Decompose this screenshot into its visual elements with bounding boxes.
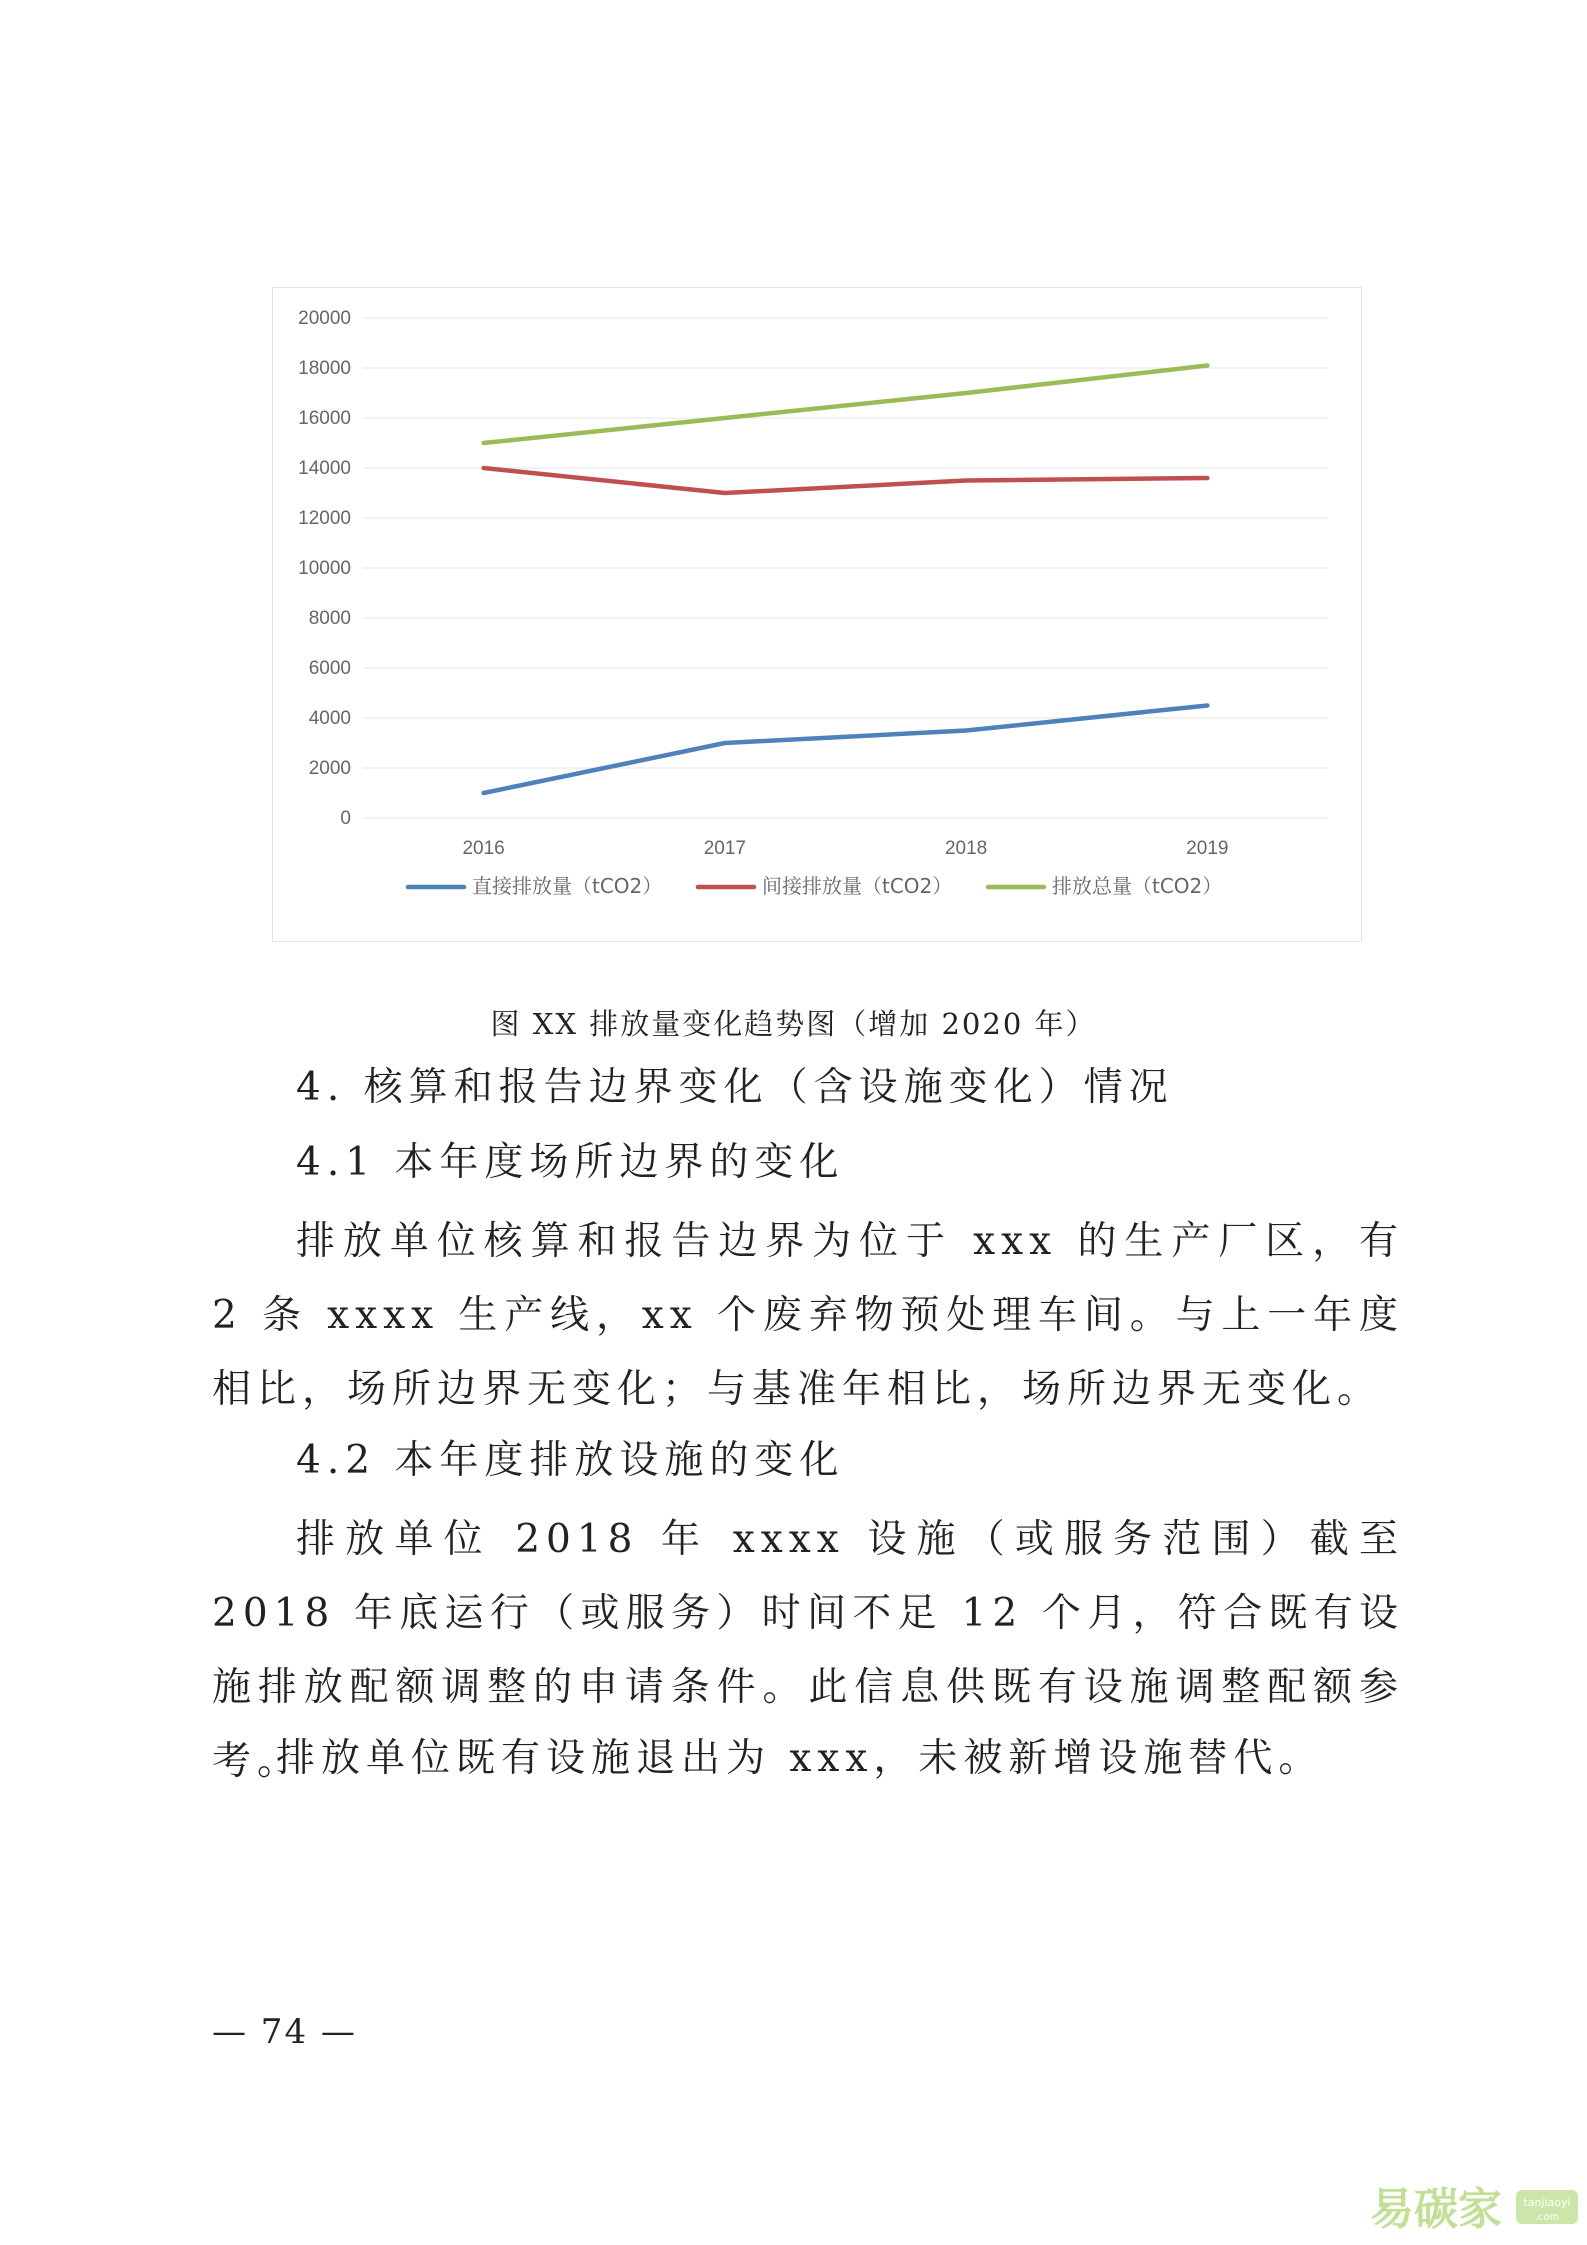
y-tick-label: 16000: [298, 408, 351, 429]
svg-text:tanjiaoyi: tanjiaoyi: [1523, 2196, 1571, 2209]
emission-trend-chart: [272, 287, 1362, 942]
y-tick-label: 20000: [298, 308, 351, 329]
svg-text:.com: .com: [1534, 2212, 1560, 2223]
y-tick-label: 0: [340, 808, 351, 829]
section-4-heading: 4. 核算和报告边界变化（含设施变化）情况: [296, 1065, 1174, 1110]
x-tick-label: 2017: [703, 838, 747, 859]
y-tick-label: 14000: [298, 458, 351, 479]
x-tick-label: 2019: [1186, 838, 1229, 859]
figure-caption: 图 XX 排放量变化趋势图（增加 2020 年）: [490, 1007, 1097, 1041]
x-tick-label: 2018: [944, 838, 988, 859]
x-tick-label: 2016: [462, 838, 505, 859]
section-4-2-paragraph: 排放单位 2018 年 xxxx 设施（或服务范围）截至 2018 年底运行（或服务）时间不足 12 个月，符合既有设施排放配额调整的申请条件。此信息供既有设施调整配额参考。: [212, 1517, 1404, 1784]
y-tick-label: 12000: [298, 508, 351, 529]
y-tick-label: 8000: [308, 608, 351, 629]
series-line-1: [484, 706, 1208, 794]
legend-label: 直接排放量（tCO2）: [472, 874, 663, 898]
section-4-2-heading: 4.2 本年度排放设施的变化: [296, 1438, 845, 1483]
series-line-2: [484, 468, 1208, 493]
legend-label: 间接排放量（tCO2）: [762, 874, 953, 898]
y-tick-label: 2000: [308, 758, 351, 779]
brand-watermark-logo: [1370, 2180, 1580, 2236]
page-number: — 74 —: [212, 2012, 357, 2052]
y-tick-label: 6000: [308, 658, 351, 679]
y-tick-label: 10000: [298, 558, 351, 579]
section-4-1-paragraph: 排放单位核算和报告边界为位于 xxx 的生产厂区，有 2 条 xxxx 生产线，xx 个废弃物预处理车间。与上一年度相比，场所边界无变化；与基准年相比，场所边界无变化。: [212, 1219, 1404, 1412]
svg-text:易碳家: 易碳家: [1370, 2184, 1502, 2235]
section-4-2-paragraph-2: 排放单位既有设施退出为 xxx，未被新增设施替代。: [276, 1736, 1324, 1781]
series-line-3: [484, 366, 1208, 444]
y-tick-label: 18000: [298, 358, 351, 379]
y-tick-label: 4000: [308, 708, 351, 729]
section-4-1-heading: 4.1 本年度场所边界的变化: [296, 1140, 845, 1185]
legend-label: 排放总量（tCO2）: [1052, 874, 1223, 898]
